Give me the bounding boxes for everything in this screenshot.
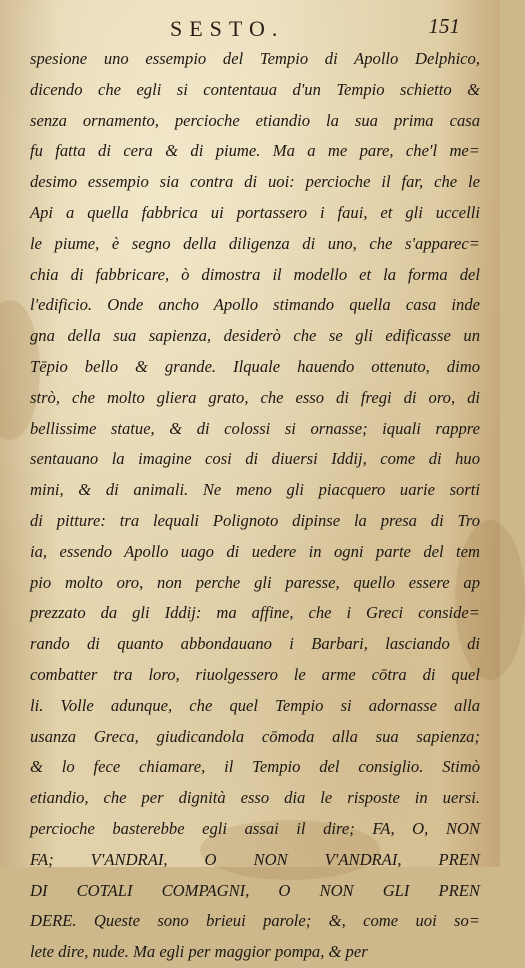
text-line: percioche basterebbe egli assai il dire; FA, O, NON [30,818,480,838]
text-line: di pitture: tra lequali Polignoto dipinse la presa di Tro [30,510,480,530]
text-line: ia, essendo Apollo uago di uedere in ogni parte del tem [30,541,480,561]
text-line: bellissime statue, & di colossi si ornasse; iquali rappre [30,418,480,438]
text-line: lete dire, nude. Ma egli per maggior pompa, & per [30,942,368,962]
text-line: desimo essempio sia contra di uoi: percioche il far, che le [30,172,480,192]
page-number: 151 [428,14,460,38]
text-line: dicendo che egli si contentaua d'un Tempio schietto & [30,79,480,99]
text-line: sentauano la imagine cosi di diuersi Iddij, come di huo [30,449,480,469]
text-line: pio molto oro, non perche gli paresse, quello essere ap [30,572,480,592]
text-line: Tēpio bello & grande. Ilquale hauendo ottenuto, dimo [30,356,480,376]
text-line: strò, che molto gliera grato, che esso di fregi di oro, di [30,387,480,407]
text-line: le piume, è segno della diligenza di uno, che s'apparec= [30,233,480,253]
text-line: li. Volle adunque, che quel Tempio si adornasse alla [30,695,480,715]
text-line: prezzato da gli Iddij: ma affine, che i Greci conside= [30,603,480,623]
text-line: gna della sua sapienza, desiderò che se gli edificasse un [30,326,480,346]
running-head: SESTO. [170,16,285,41]
text-line: DI COTALI COMPAGNI, O NON GLI PREN [30,880,480,900]
text-line: spesione uno essempio del Tempio di Apollo Delphico, [30,49,480,68]
page-header [0,14,500,44]
text-line: fu fatta di cera & di piume. Ma a me pare, che'l me= [30,141,480,161]
text-line: chia di fabbricare, ò dimostra il modello et la forma del [30,264,480,284]
text-block [30,44,480,968]
text-line: FA; V'ANDRAI, O NON V'ANDRAI, PREN [30,849,480,869]
text-line: etiandio, che per dignità esso dia le risposte in uersi. [30,788,480,808]
text-line: combatter tra loro, riuolgessero le arme cōtra di quel [30,664,480,684]
text-line: mini, & di animali. Ne meno gli piacquero uarie sorti [30,480,480,500]
text-line: Api a quella fabbrica ui portassero i faui, et gli uccelli [30,202,480,222]
text-line: DERE. Queste sono brieui parole; &, come uoi so= [30,911,480,931]
text-line: rando di quanto abbondauano i Barbari, lasciando di [30,634,480,654]
text-line: l'edificio. Onde ancho Apollo stimando quella casa inde [30,295,480,315]
text-line: senza ornamento, percioche etiandio la sua prima casa [30,110,480,130]
text-line: & lo fece chiamare, il Tempio del consiglio. Stimò [30,757,480,777]
text-line: usanza Greca, giudicandola cōmoda alla sua sapienza; [30,726,480,746]
